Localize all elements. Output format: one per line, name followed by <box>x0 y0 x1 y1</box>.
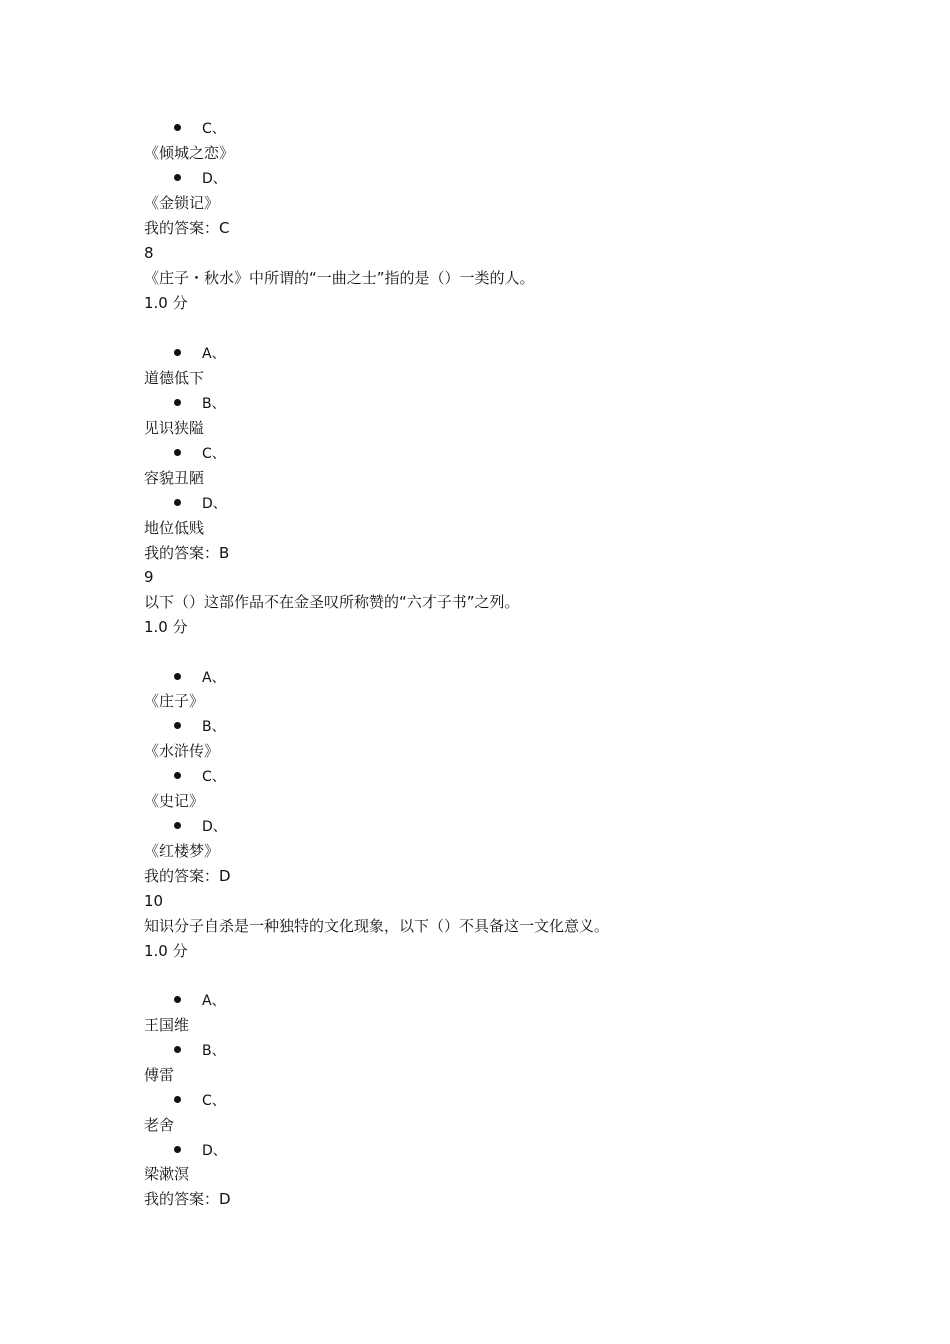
option-item <box>174 166 227 191</box>
option-label: A、 <box>202 993 226 1009</box>
option-text: 王国维 <box>144 1016 190 1034</box>
bullet-icon <box>174 499 181 506</box>
option-text: 梁漱溟 <box>144 1165 190 1183</box>
option-label: D、 <box>202 171 227 187</box>
question-text: 知识分子自杀是一种独特的文化现象，以下（）不具备这一文化意义。 <box>144 917 610 935</box>
option-item <box>174 441 226 466</box>
option-item <box>174 341 226 366</box>
bullet-icon <box>174 449 181 456</box>
option-label: A、 <box>202 670 226 686</box>
option-item <box>174 116 226 141</box>
option-item <box>174 714 226 739</box>
option-text: 《红楼梦》 <box>144 842 220 860</box>
option-item <box>174 764 226 789</box>
option-label: C、 <box>202 769 226 785</box>
option-text: 《金锁记》 <box>144 194 220 212</box>
option-text: 《庄子》 <box>144 692 205 710</box>
option-label: B、 <box>202 1043 226 1059</box>
option-label: C、 <box>202 1093 226 1109</box>
question-number: 10 <box>144 892 164 910</box>
option-label: B、 <box>202 396 226 412</box>
question-score: 1.0 分 <box>144 294 188 312</box>
my-answer: 我的答案：C <box>144 219 230 237</box>
question-number: 9 <box>144 568 154 586</box>
bullet-icon <box>174 996 181 1003</box>
bullet-icon <box>174 1146 181 1153</box>
option-label: D、 <box>202 1143 227 1159</box>
question-number: 8 <box>144 244 154 262</box>
bullet-icon <box>174 1046 181 1053</box>
option-text: 《史记》 <box>144 792 205 810</box>
option-text: 见识狭隘 <box>144 419 205 437</box>
option-item <box>174 1088 226 1113</box>
option-item <box>174 391 226 416</box>
option-text: 道德低下 <box>144 369 205 387</box>
bullet-icon <box>174 722 181 729</box>
bullet-icon <box>174 772 181 779</box>
question-score: 1.0 分 <box>144 942 188 960</box>
option-item <box>174 1138 227 1163</box>
bullet-icon <box>174 822 181 829</box>
option-label: A、 <box>202 346 226 362</box>
option-text: 老舍 <box>144 1116 175 1134</box>
option-label: C、 <box>202 121 226 137</box>
option-item <box>174 814 227 839</box>
option-label: C、 <box>202 446 226 462</box>
option-label: D、 <box>202 496 227 512</box>
bullet-icon <box>174 1096 181 1103</box>
option-item <box>174 1038 226 1063</box>
option-text: 容貌丑陋 <box>144 469 205 487</box>
my-answer: 我的答案：D <box>144 1190 231 1208</box>
option-label: B、 <box>202 719 226 735</box>
option-item <box>174 988 226 1013</box>
my-answer: 我的答案：B <box>144 544 230 562</box>
question-score: 1.0 分 <box>144 618 188 636</box>
bullet-icon <box>174 124 181 131</box>
bullet-icon <box>174 399 181 406</box>
bullet-icon <box>174 174 181 181</box>
bullet-icon <box>174 349 181 356</box>
option-text: 傅雷 <box>144 1066 175 1084</box>
question-text: 《庄子・秋水》中所谓的“一曲之士”指的是（）一类的人。 <box>144 269 535 287</box>
option-text: 地位低贱 <box>144 519 205 537</box>
question-text: 以下（）这部作品不在金圣叹所称赞的“六才子书”之列。 <box>144 593 520 611</box>
bullet-icon <box>174 673 181 680</box>
option-text: 《倾城之恋》 <box>144 144 235 162</box>
option-label: D、 <box>202 819 227 835</box>
my-answer: 我的答案：D <box>144 867 231 885</box>
option-text: 《水浒传》 <box>144 742 220 760</box>
option-item <box>174 665 226 690</box>
option-item <box>174 491 227 516</box>
